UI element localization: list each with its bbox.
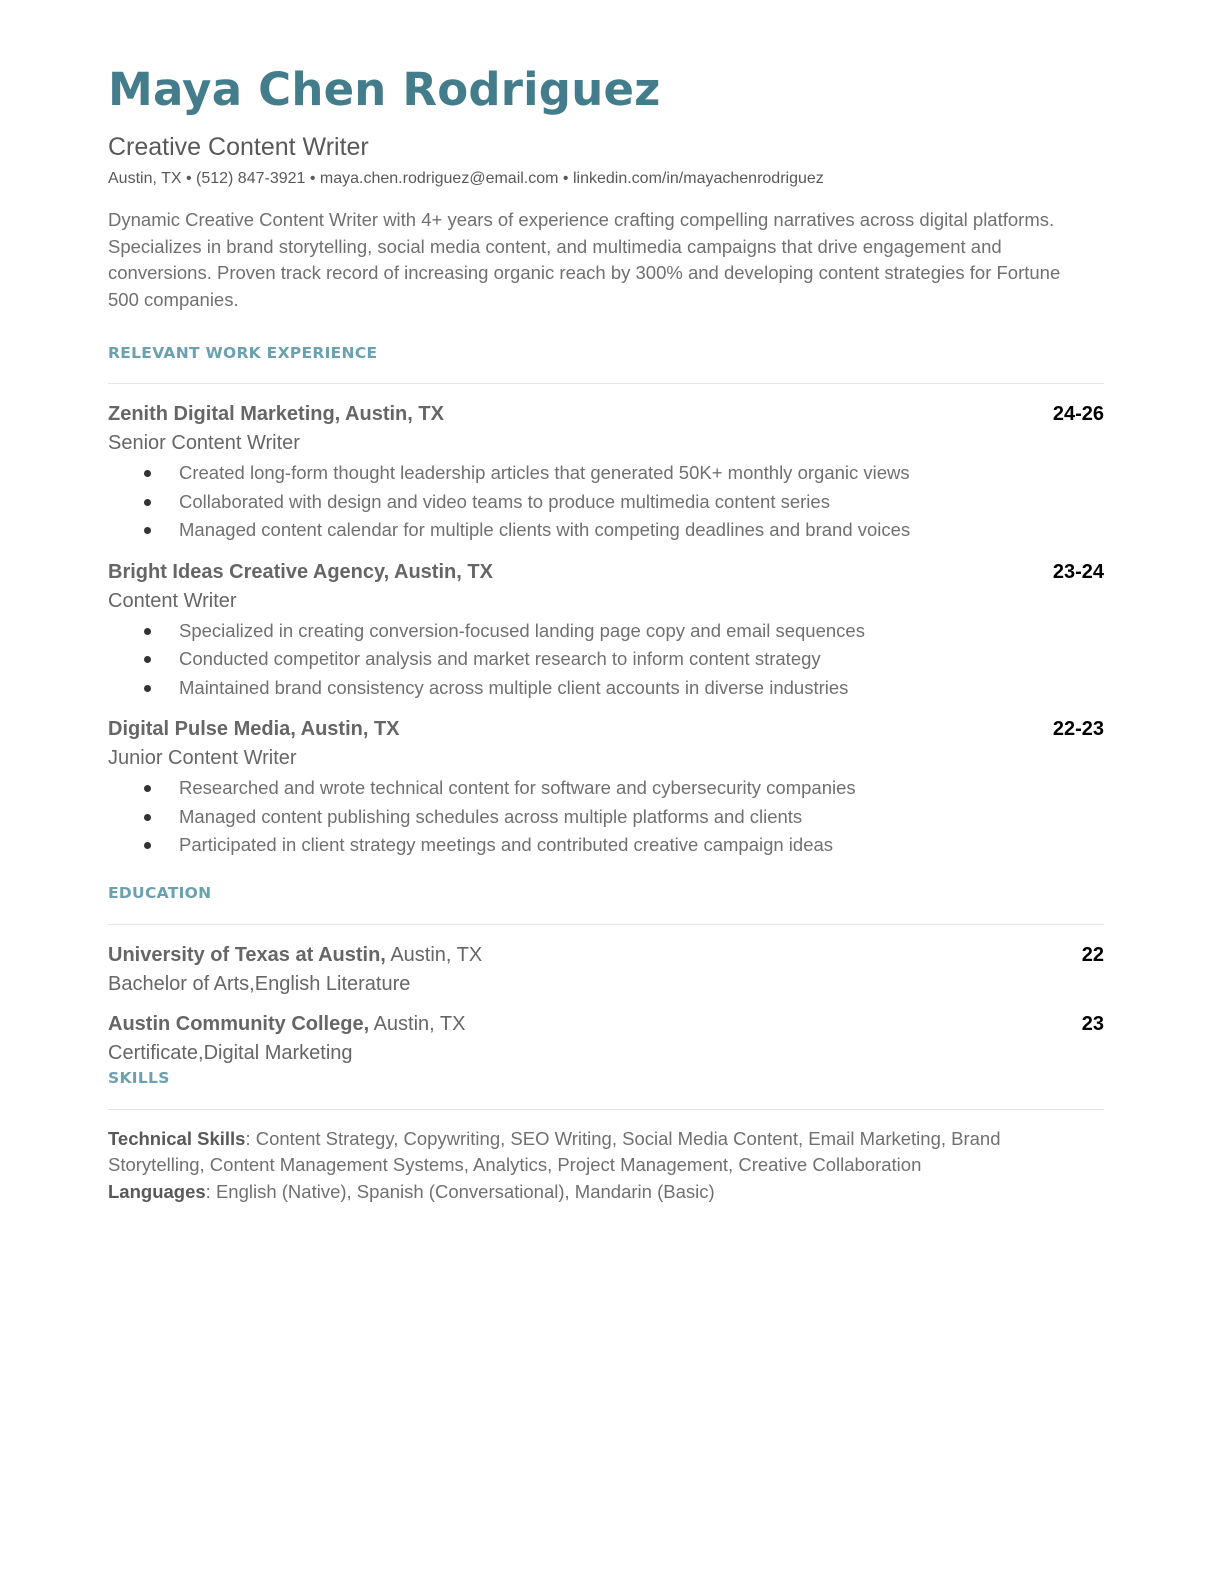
languages-value: : English (Native), Spanish (Conversational), Mandarin (Basic) [205,1181,715,1203]
job-company: Bright Ideas Creative Agency, Austin, TX [108,560,493,583]
job-title: Junior Content Writer [108,747,297,770]
job-bullet: Managed content publishing schedules across multiple platforms and clients [108,803,1104,832]
job-entry [108,559,1104,703]
technical-skills [108,1126,1068,1179]
education-entry [108,942,1104,997]
section-divider [108,924,1104,925]
job-dates: 24-26 [1052,403,1104,426]
school-location: Austin, TX [369,1012,466,1035]
school-name: Austin Community College, [108,1012,370,1035]
job-dates: 23-24 [1052,560,1104,583]
candidate-name: Maya Chen Rodriguez [108,63,661,116]
skills-heading: SKILLS [108,1068,170,1087]
job-title: Senior Content Writer [108,432,300,455]
section-divider [108,1109,1104,1110]
experience-heading: RELEVANT WORK EXPERIENCE [108,344,378,363]
job-bullet: Specialized in creating conversion-focused landing page copy and email sequences [108,617,1104,646]
contact-line: Austin, TX • (512) 847-3921 • maya.chen.rodriguez@email.com • linkedin.com/in/mayachenrodriguez [108,170,824,187]
job-entry [108,716,1104,860]
school-location: Austin, TX [385,943,483,966]
job-bullets [108,617,1104,703]
candidate-role: Creative Content Writer [108,133,369,161]
professional-summary: Dynamic Creative Content Writer with 4+ years of experience crafting compelling narratives across digital platforms. Specializes in brand storytelling, social media content, and multimedia campaigns that drive engagement and conversions. Proven track record of increasing organic reach by 300% and developing content strategies for Fortune 500 companies. [108,209,1061,310]
education-heading: EDUCATION [108,883,212,902]
job-bullet: Managed content calendar for multiple clients with competing deadlines and brand voices [108,516,1104,545]
job-bullet: Maintained brand consistency across multiple client accounts in diverse industries [108,674,1104,703]
job-bullet: Created long-form thought leadership articles that generated 50K+ monthly organic views [108,459,1104,488]
job-entry [108,401,1104,545]
job-dates: 22-23 [1052,718,1104,741]
languages [108,1179,1104,1206]
technical-skills-label: Technical Skills [108,1127,246,1149]
job-bullets [108,774,1104,860]
languages-label: Languages [108,1181,206,1203]
job-company: Zenith Digital Marketing, Austin, TX [108,403,444,426]
job-company: Digital Pulse Media, Austin, TX [108,718,400,741]
education-date: 23 [1081,1012,1104,1035]
education-entry [108,1011,1104,1066]
section-divider [108,383,1104,384]
job-bullet: Collaborated with design and video teams to produce multimedia content series [108,488,1104,517]
school-name: University of Texas at Austin, [108,943,386,966]
education-date: 22 [1081,943,1104,966]
degree: Certificate,Digital Marketing [108,1041,353,1064]
technical-skills-value: : Content Strategy, Copywriting, SEO Writing, Social Media Content, Email Marketing, Brand Storytelling, Content Management Systems, Analytics, Project Management, Creative Collaboration [108,1127,1001,1176]
job-bullets [108,459,1104,545]
experience-section [108,343,1104,860]
job-bullet: Conducted competitor analysis and market research to inform content strategy [108,645,1104,674]
job-bullet: Researched and wrote technical content for software and cybersecurity companies [108,774,1104,803]
skills-section [108,1068,1104,1206]
degree: Bachelor of Arts,English Literature [108,972,411,995]
job-bullet: Participated in client strategy meetings and contributed creative campaign ideas [108,831,1104,860]
job-title: Content Writer [108,589,237,612]
education-section [108,883,1104,1066]
